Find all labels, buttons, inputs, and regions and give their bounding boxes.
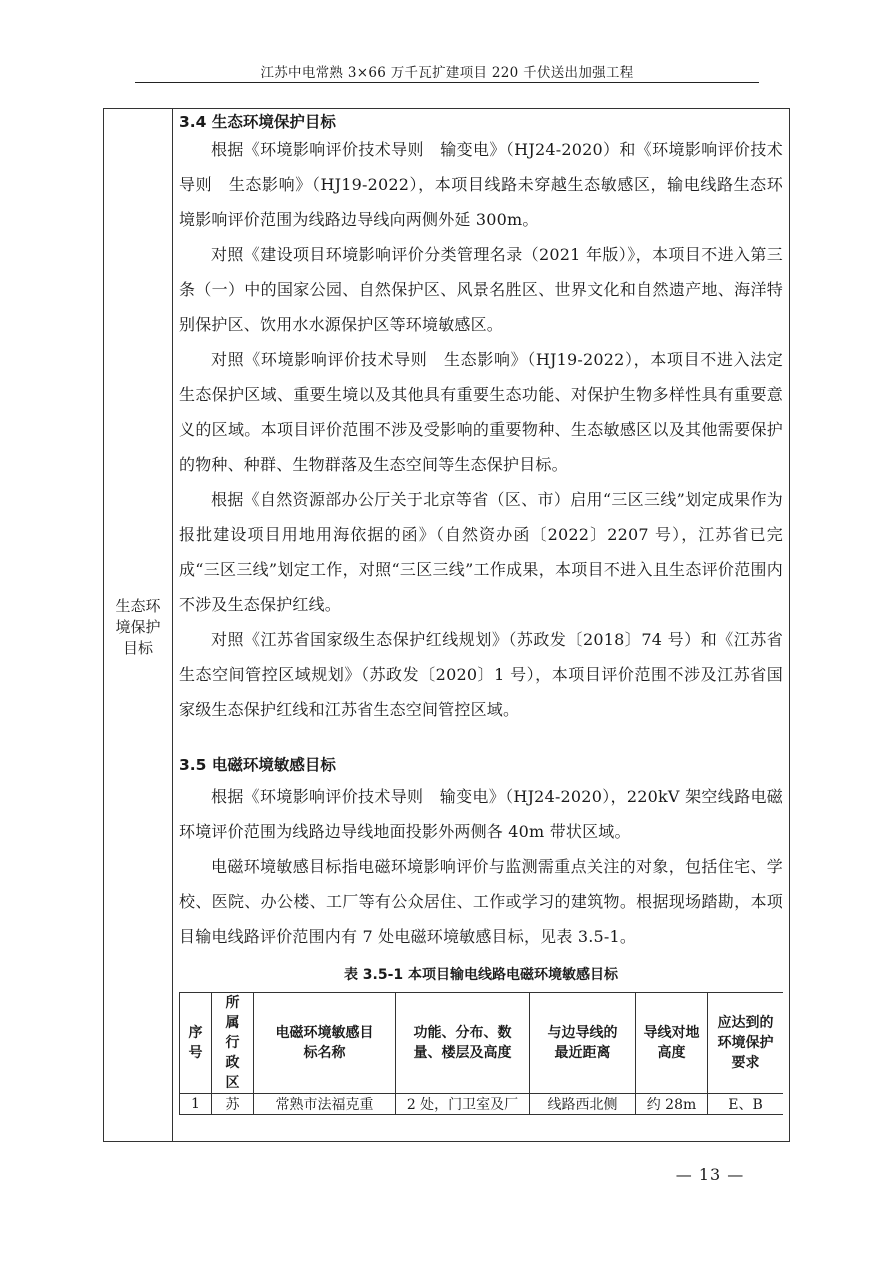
table-caption: 表 3.5-1 本项目输电线路电磁环境敏感目标: [343, 967, 619, 983]
table-header-cell: 电磁环境敏感目标名称: [254, 993, 396, 1094]
paragraph: 根据《环境影响评价技术导则 输变电》（HJ24-2020）和《环境影响评价技术导则 生态影响》（HJ19-2022），本项目线路未穿越生态敏感区，输电线路生态环境影响评价范围为线路边导线向两侧外延 300m。: [179, 140, 783, 229]
paragraph: 对照《江苏省国家级生态保护红线规划》（苏政发〔2018〕74 号）和《江苏省生态空间管控区域规划》（苏政发〔2020〕1 号），本项目评价范围不涉及江苏省国家级生态保护红线和江苏省生态空间管控区域。: [179, 630, 783, 719]
table-cell: 线路西北侧: [530, 1094, 636, 1115]
side-label: [104, 596, 172, 659]
table-header-row: [180, 993, 784, 1094]
paragraph: 电磁环境敏感目标指电磁环境影响评价与监测需重点关注的对象，包括住宅、学校、医院、办公楼、工厂等有公众居住、工作或学习的建筑物。根据现场踏勘，本项目输电线路评价范围内有 7 处电磁环境敏感目标，见表 3.5-1。: [179, 857, 783, 946]
table-cell: 2 处，门卫室及厂: [396, 1094, 530, 1115]
section-title-3-5: 3.5 电磁环境敏感目标: [179, 756, 336, 774]
table-row: [180, 1094, 784, 1115]
table-header-cell: 与边导线的最近距离: [530, 993, 636, 1094]
table-cell: 1: [180, 1094, 212, 1115]
paragraph: 对照《环境影响评价技术导则 生态影响》（HJ19-2022），本项目不进入法定生态保护区域、重要生境以及其他具有重要生态功能、对保护生物多样性具有重要意义的区域。本项目评价范围不涉及受影响的重要物种、生态敏感区以及其他需要保护的物种、种群、生物群落及生态空间等生态保护目标。: [179, 350, 783, 474]
paragraph: 对照《建设项目环境影响评价分类管理名录（2021 年版）》，本项目不进入第三条（一）中的国家公园、自然保护区、风景名胜区、世界文化和自然遗产地、海洋特别保护区、饮用水水源保护区等环境敏感区。: [179, 245, 783, 334]
page-header: 江苏中电常熟 3×66 万千瓦扩建项目 220 千伏送出加强工程: [260, 65, 634, 81]
main-content: [179, 108, 783, 1142]
paragraph: 根据《环境影响评价技术导则 输变电》（HJ24-2020），220kV 架空线路电磁环境评价范围为线路边导线地面投影外两侧各 40m 带状区域。: [179, 787, 783, 841]
table-cell: E、B: [708, 1094, 784, 1115]
table-cell: 苏: [212, 1094, 254, 1115]
side-label-text: 生态环境保护目标: [115, 597, 161, 657]
section-title-3-4: 3.4 生态环境保护目标: [179, 113, 336, 131]
paragraph: 根据《自然资源部办公厅关于北京等省（区、市）启用“三区三线”划定成果作为报批建设项目用地用海依据的函》（自然资办函〔2022〕2207 号），江苏省已完成“三区三线”划定工作，对照“三区三线”工作成果，本项目不进入且生态评价范围内不涉及生态保护红线。: [179, 490, 783, 614]
page-number: — 13 —: [675, 1165, 745, 1184]
table-cell: 常熟市法福克重: [254, 1094, 396, 1115]
frame-divider: [172, 108, 173, 1142]
table-header-cell: 应达到的环境保护要求: [708, 993, 784, 1094]
table-header-cell: 序号: [180, 993, 212, 1094]
table-cell: 约 28m: [636, 1094, 708, 1115]
table-header-cell: 功能、分布、数量、楼层及高度: [396, 993, 530, 1094]
sensitive-targets-table: [179, 992, 783, 1115]
header-rule: [135, 82, 759, 83]
table-header-cell: 所属行政区: [212, 993, 254, 1094]
table-header-cell: 导线对地高度: [636, 993, 708, 1094]
